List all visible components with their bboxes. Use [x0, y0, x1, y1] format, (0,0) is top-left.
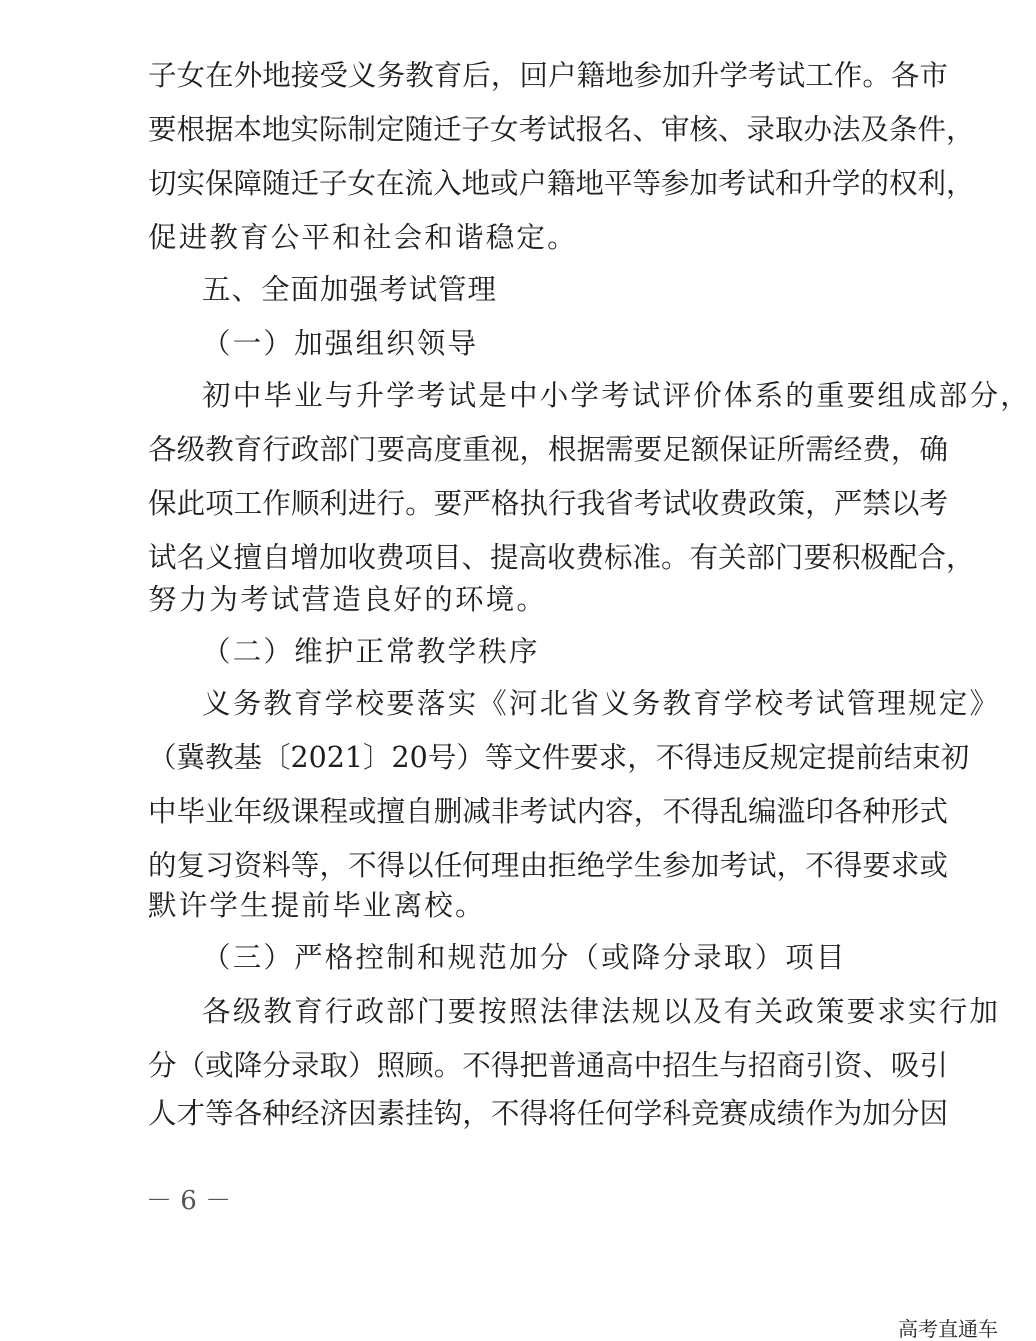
subsection-heading: （一）加强组织领导 — [202, 327, 479, 360]
body-text-line: 分（或降分录取）照顾。不得把普通高中招生与招商引资、吸引 — [148, 1049, 948, 1082]
page-number: － 6 － — [146, 1186, 232, 1216]
body-text-line: 切实保障随迁子女在流入地或户籍地平等参加考试和升学的权利， — [148, 167, 975, 200]
subsection-heading: （三）严格控制和规范加分（或降分录取）项目 — [202, 941, 847, 974]
section-heading: 五、全面加强考试管理 — [202, 273, 498, 306]
body-text-line: 子女在外地接受义务教育后，回户籍地参加升学考试工作。各市 — [148, 59, 948, 92]
body-text-line: 初中毕业与升学考试是中小学考试评价体系的重要组成部分， — [202, 379, 1031, 412]
body-text-line: 的复习资料等，不得以任何理由拒绝学生参加考试，不得要求或 — [148, 849, 948, 882]
body-text-line: 努力为考试营造良好的环境。 — [148, 583, 548, 616]
watermark-text: 高考直通车 — [898, 1317, 998, 1341]
body-text-line: 中毕业年级课程或擅自删减非考试内容，不得乱编滥印各种形式 — [148, 795, 948, 828]
body-text-line: 人才等各种经济因素挂钩，不得将任何学科竞赛成绩作为加分因 — [148, 1097, 948, 1130]
body-text-line: 各级教育行政部门要按照法律法规以及有关政策要求实行加 — [202, 995, 1001, 1028]
body-text-line: 义务教育学校要落实《河北省义务教育学校考试管理规定》 — [202, 687, 1001, 720]
body-text-line: 各级教育行政部门要高度重视，根据需要足额保证所需经费，确 — [148, 433, 948, 466]
body-text-line: 试名义擅自增加收费项目、提高收费标准。有关部门要积极配合， — [148, 541, 975, 574]
body-text-line: （冀教基〔2021〕20号）等文件要求，不得违反规定提前结束初 — [148, 741, 970, 774]
subsection-heading: （二）维护正常教学秩序 — [202, 635, 540, 668]
body-text-line: 要根据本地实际制定随迁子女考试报名、审核、录取办法及条件， — [148, 113, 975, 146]
body-text-line: 默许学生提前毕业离校。 — [148, 889, 486, 922]
body-text-line: 促进教育公平和社会和谐稳定。 — [148, 221, 578, 254]
body-text-line: 保此项工作顺利进行。要严格执行我省考试收费政策，严禁以考 — [148, 487, 948, 520]
